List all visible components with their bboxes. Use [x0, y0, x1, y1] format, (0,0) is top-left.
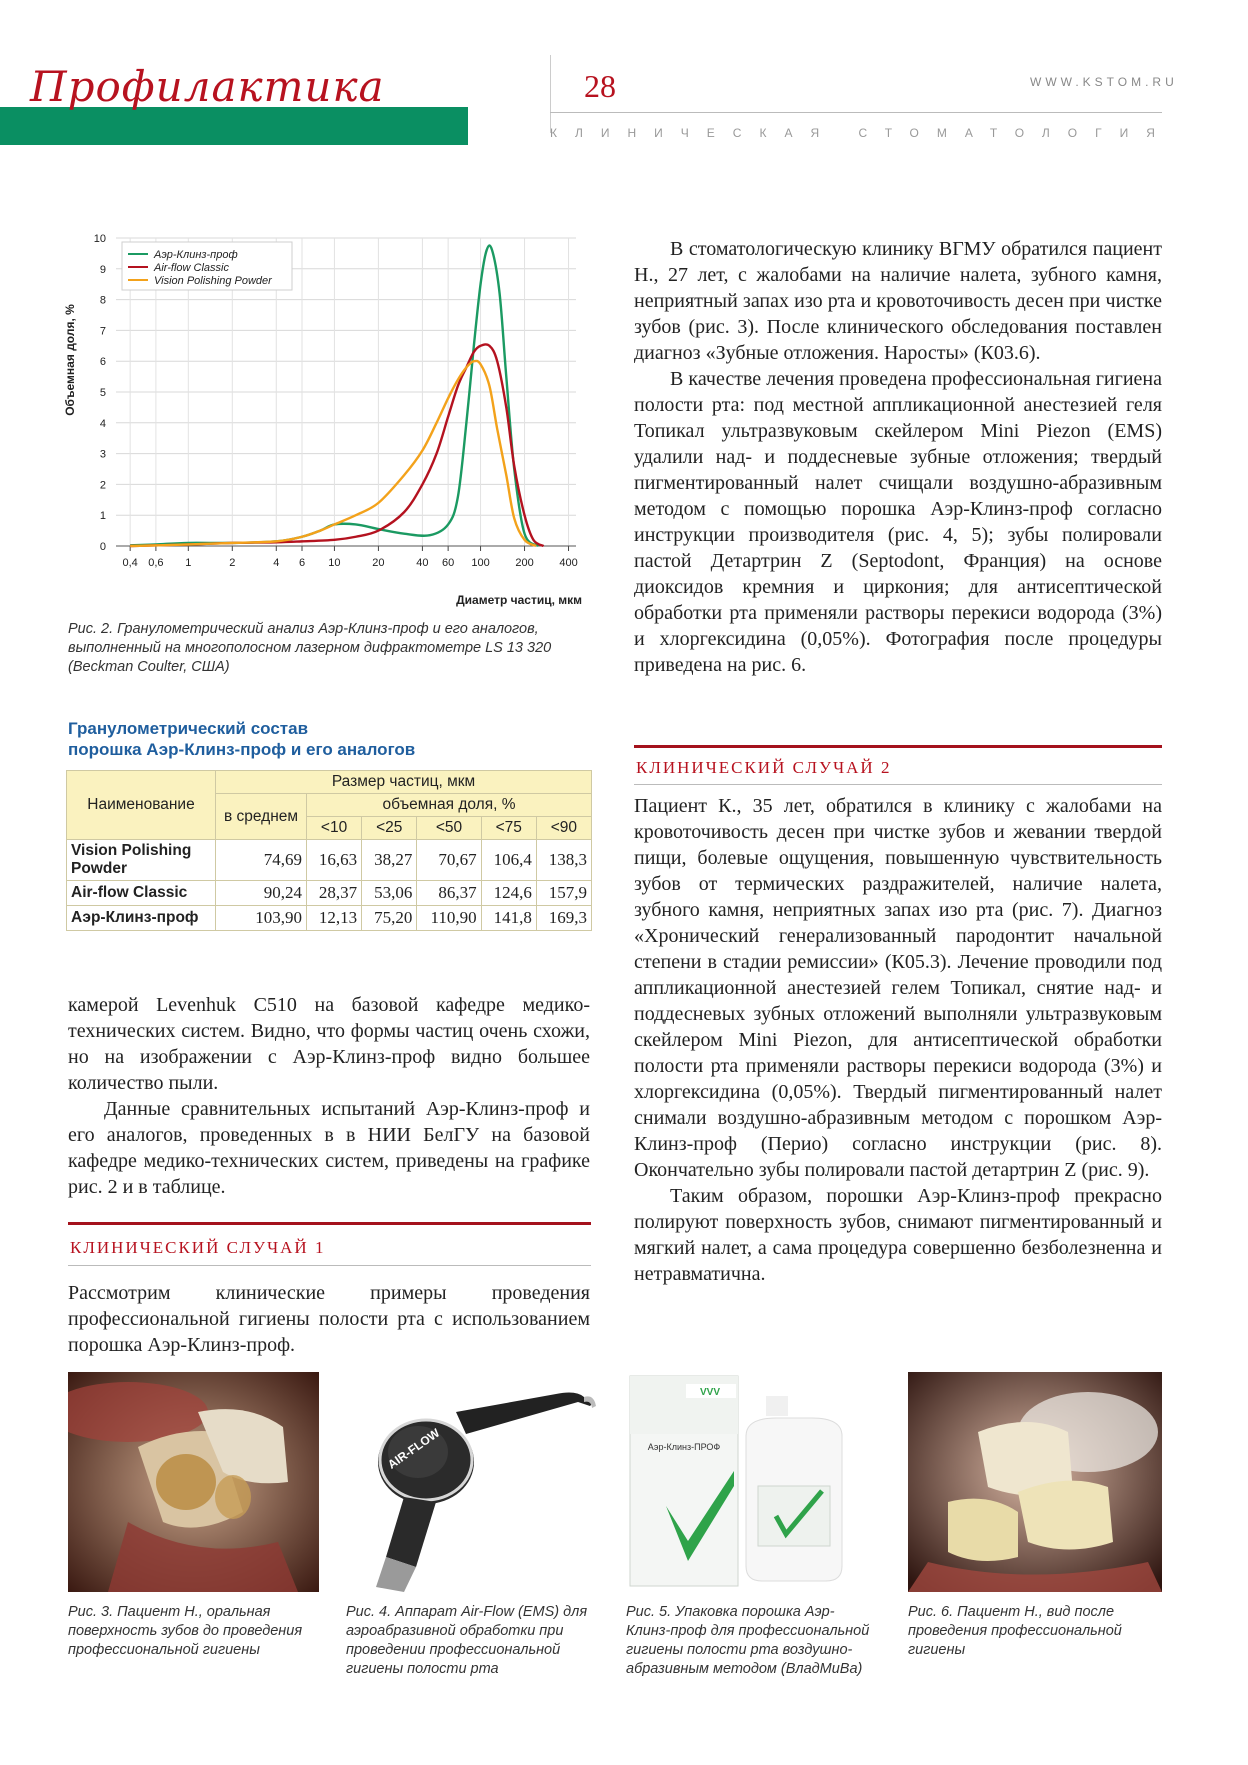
- table-cell: 28,37: [307, 881, 362, 906]
- chart-y-tick-label: 3: [99, 448, 106, 461]
- case2-paragraph-2: Таким образом, порошки Аэр-Клинз-проф прекрасно полируют поверхность зубов, снимают пигментированный и мягкий налет, а сама процедура совершенно безболезненна и нетравматична.: [634, 1185, 1162, 1285]
- fig6-caption: Рис. 6. Пациент Н., вид после проведения профессиональной гигиены: [908, 1604, 1122, 1658]
- journal-name: КЛИНИЧЕСКАЯ СТОМАТОЛОГИЯ: [550, 126, 1173, 140]
- chart-y-tick-label: 4: [99, 417, 106, 430]
- table-col-header: <10: [307, 817, 362, 840]
- case1-rule: [68, 1222, 591, 1225]
- chart-x-tick-label: 40: [416, 557, 429, 569]
- airflow-device-image: [346, 1372, 598, 1592]
- teeth-after-image: [908, 1372, 1162, 1592]
- table-row: [67, 881, 592, 906]
- table-cell: 157,9: [536, 881, 591, 906]
- case2-paragraph-1: Пациент К., 35 лет, обратился в клинику с жалобами на кровоточивость десен при чистке зубов и жевании твердой пищи, болевые ощущения, повышенную чувствительность зубов от термических раздражителей, наличие налета, зубного камня, неприятных запах изо рта (рис. 7). Диагноз «Хронический генерализованный пародонтит начальной степени в стадии ремиссии» (К05.3). Лечение проводили под аппликационной анестезией гелем Топикал, снятие над- и поддесневых зубных отложений выполняли ультразвуковым скейлером Mini Piezon, для антисептической обработки полости рта применяли растворы перекиси водорода (3%) и хлоргексидина (0,05%). Твердый пигментированный налет снимали воздушно-абразивным методом с порошком Аэр-Клинз-проф (Перио) согласно инструкции (рис. 8). Окончательно зубы полировали пастой детартрин Z (рис. 9).: [634, 795, 1162, 1181]
- page-number: 28: [584, 68, 616, 104]
- table-cell: 70,67: [417, 840, 481, 881]
- chart-x-tick-label: 4: [273, 557, 280, 569]
- table-cell: 103,90: [216, 906, 307, 931]
- fig5-photo: [626, 1366, 878, 1594]
- chart-y-tick-label: 1: [99, 510, 106, 523]
- table-title-line2: порошка Аэр-Клинз-проф и его аналогов: [68, 740, 416, 759]
- granulometry-table: [66, 770, 592, 931]
- fig6-photo: [908, 1372, 1162, 1592]
- fig4-caption: Рис. 4. Аппарат Air-Flow (EMS) для аэроабразивной обработки при проведении профессиональной гигиены полости рта: [346, 1604, 588, 1677]
- table-cell: 16,63: [307, 840, 362, 881]
- table-cell: 38,27: [362, 840, 417, 881]
- chart-x-tick-label: 400: [559, 557, 578, 569]
- fig2-caption: Рис. 2. Гранулометрический анализ Аэр-Клинз-проф и его аналогов, выполненный на многополосном лазерном дифрактометре LS 13 320 (Beckman Coulter, США): [68, 621, 552, 675]
- table-col-header: <50: [417, 817, 481, 840]
- table-cell: 90,24: [216, 881, 307, 906]
- left-paragraph-1: камерой Levenhuk C510 на базовой кафедре медико-технических систем. Видно, что формы частиц очень схожи, но на изображении с Аэр-Клинз-проф видно большее количество пыли.: [68, 994, 590, 1094]
- table-cell: 110,90: [417, 906, 481, 931]
- table-head-vol: объемная доля, %: [307, 794, 592, 817]
- table-title-line1: Гранулометрический состав: [68, 719, 309, 738]
- table-cell-name: Air-flow Classic: [67, 881, 216, 906]
- package-logo: VVV: [699, 1387, 721, 1398]
- header-divider: [550, 55, 551, 133]
- chart-series: [130, 245, 543, 546]
- fig5-caption: Рис. 5. Упаковка порошка Аэр-Клинз-проф для профессиональной гигиены полости рта воздушно-абразивным методом (ВладМиВа): [626, 1604, 870, 1677]
- left-body-text: [68, 992, 590, 1200]
- case1-text: [68, 1280, 590, 1358]
- granulometry-table-wrap: [66, 770, 592, 931]
- chart-x-tick-label: 0,4: [122, 557, 138, 569]
- table-col-header: <75: [481, 817, 536, 840]
- chart-x-tick-label: 6: [298, 557, 306, 569]
- table-cell: 75,20: [362, 906, 417, 931]
- chart-y-tick-label: 7: [99, 325, 106, 338]
- chart-y-tick-label: 9: [99, 263, 106, 276]
- granulometry-chart: [56, 230, 596, 610]
- chart-legend-label: Air-flow Classic: [154, 262, 229, 274]
- airflow-label: AIR-FLOW: [385, 1425, 443, 1472]
- header-green-bar: [0, 107, 468, 145]
- table-cell: 106,4: [481, 840, 536, 881]
- left-paragraph-2: Данные сравнительных испытаний Аэр-Клинз-проф и его аналогов, проведенных в в НИИ БелГУ на базовой кафедре медико-технических систем, приведены на графике рис. 2 и в таблице.: [68, 1098, 590, 1198]
- table-head-size: Размер частиц, мкм: [216, 771, 592, 794]
- chart-x-tick-label: 20: [372, 557, 385, 569]
- case1-underline: [68, 1265, 591, 1266]
- case2-underline: [634, 784, 1162, 785]
- chart-legend-label: Vision Polishing Powder: [154, 275, 272, 287]
- case1-heading: КЛИНИЧЕСКИЙ СЛУЧАЙ 1: [70, 1238, 326, 1257]
- chart-x-tick-label: 1: [185, 557, 192, 569]
- table-cell: 124,6: [481, 881, 536, 906]
- header-rule: [550, 112, 1162, 113]
- table-cell: 169,3: [536, 906, 591, 931]
- case2-rule: [634, 745, 1162, 748]
- table-col-header: <90: [536, 817, 591, 840]
- chart-legend-label: Аэр-Клинз-проф: [154, 249, 238, 261]
- chart-y-tick-label: 6: [99, 356, 106, 369]
- chart-y-tick-label: 2: [99, 479, 106, 492]
- table-cell-name: Vision Polishing Powder: [67, 840, 216, 881]
- package-title: Аэр-Клинз-ПРОФ: [647, 1442, 721, 1452]
- teeth-before-image: [68, 1372, 319, 1592]
- chart-x-axis-label: Диаметр частиц, мкм: [456, 593, 582, 607]
- product-package-image: [626, 1366, 878, 1594]
- right-body-text: [634, 236, 1162, 678]
- table-title: [68, 718, 415, 760]
- table-cell: 86,37: [417, 881, 481, 906]
- right-paragraph-2: В качестве лечения проведена профессиональная гигиена полости рта: под местной аппликационной анестезией геля Топикал ультразвуковым скейлером Mini Piezon (EMS) удалили над- и поддесневые зубные отложения; твердый пигментированный налет счищали воздушно-абразивным методом с помощью порошка Аэр-Клинз-проф согласно инструкции производителя (рис. 4, 5); зубы полировали пастой Детартрин Z (Septodont, Франция) на основе диоксидов кремния и циркония; для антисептической обработки рта применяли растворы перекиси водорода (3%) и хлоргексидина (0,05%). Фотография после процедуры приведена на рис. 6.: [634, 368, 1162, 676]
- chart-y-tick-label: 0: [99, 541, 106, 553]
- section-title: Профилактика: [30, 62, 385, 111]
- case2-text: [634, 793, 1162, 1287]
- table-cell: 141,8: [481, 906, 536, 931]
- chart-y-tick-label: 8: [99, 294, 106, 307]
- fig4-photo: [346, 1372, 598, 1592]
- table-cell: 74,69: [216, 840, 307, 881]
- table-row: [67, 906, 592, 931]
- fig3-photo: [68, 1372, 319, 1592]
- table-head-name: Наименование: [67, 771, 216, 840]
- chart-x-tick-label: 200: [515, 557, 534, 569]
- table-col-header: <25: [362, 817, 417, 840]
- chart-x-tick-label: 2: [229, 557, 236, 569]
- table-cell: 138,3: [536, 840, 591, 881]
- table-cell: 12,13: [307, 906, 362, 931]
- chart-legend: [122, 242, 292, 290]
- fig3-caption: Рис. 3. Пациент Н., оральная поверхность зубов до проведения профессиональной гигиены: [68, 1604, 303, 1658]
- chart-y-tick-label: 5: [99, 387, 106, 399]
- chart-x-tick-label: 100: [471, 557, 490, 569]
- chart-y-axis-label: Объемная доля, %: [63, 304, 77, 416]
- right-paragraph-1: В стоматологическую клинику ВГМУ обратился пациент Н., 27 лет, с жалобами на наличие налета, зубного камня, неприятный запах изо рта и кровоточивость десен при чистке зубов (рис. 3). После клинического обследования поставлен диагноз «Зубные отложения. Наросты» (К03.6).: [634, 238, 1162, 364]
- table-cell: 53,06: [362, 881, 417, 906]
- table-head-avg: в среднем: [216, 794, 307, 840]
- site-url[interactable]: WWW.KSTOM.RU: [1030, 75, 1178, 89]
- chart-x-tick-label: 0,6: [148, 557, 164, 569]
- case1-paragraph: Рассмотрим клинические примеры проведения профессиональной гигиены полости рта с использованием порошка Аэр-Клинз-проф.: [68, 1282, 590, 1356]
- chart-y-tick-label: 10: [93, 233, 106, 245]
- chart-x-tick-label: 60: [442, 557, 455, 569]
- case2-heading: КЛИНИЧЕСКИЙ СЛУЧАЙ 2: [636, 758, 892, 777]
- chart-series-line: [130, 344, 543, 546]
- table-cell-name: Аэр-Клинз-проф: [67, 906, 216, 931]
- table-row: [67, 840, 592, 881]
- chart-x-tick-label: 10: [328, 557, 341, 569]
